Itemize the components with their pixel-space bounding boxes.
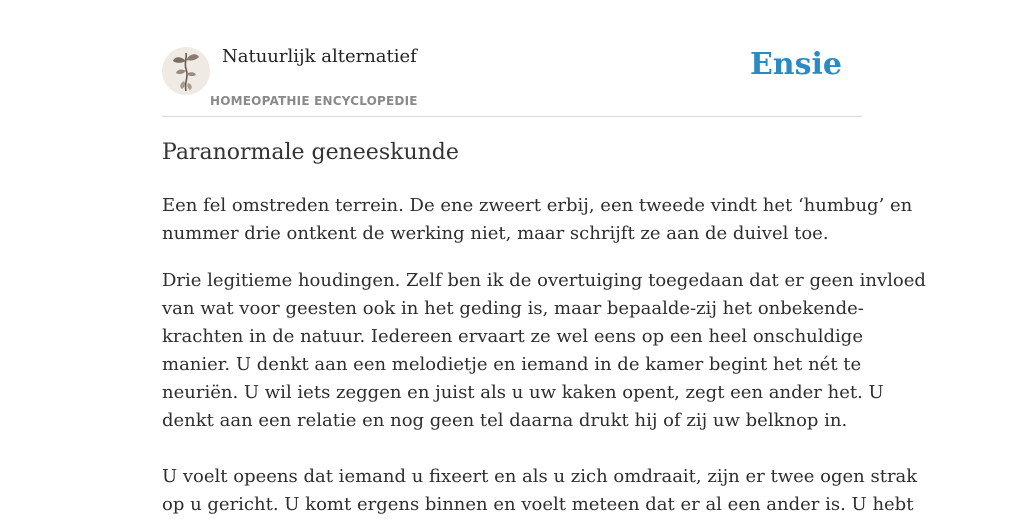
text-line: neuriën. U wil iets zeggen en juist als u uw kaken opent, zegt een ander het. U [162, 382, 884, 403]
text-line: Een fel omstreden terrein. De ene zweert erbij, een tweede vindt het ‘humbug’ en [162, 195, 913, 216]
text-line: krachten in de natuur. Iedereen ervaart ze wel eens op een heel onschuldige [162, 326, 863, 347]
ensie-logo-link[interactable]: Ensie [749, 47, 842, 82]
text-line: manier. U denkt aan een melodietje en iemand in de kamer begint het nét te [162, 354, 862, 375]
site-header [162, 0, 862, 117]
article-body [162, 192, 926, 519]
text-line: Drie legitieme houdingen. Zelf ben ik de overtuiging toegedaan dat er geen invloed [162, 270, 926, 291]
paragraph [162, 463, 918, 519]
page-title: Paranormale geneeskunde [162, 140, 459, 165]
text-line: van wat voor geesten ook in het geding is, maar bepaalde-zij het onbekende- [162, 298, 864, 319]
text-line: nummer drie ontkent de werking niet, maar schrijft ze aan de duivel toe. [162, 223, 829, 244]
paragraph [162, 192, 913, 248]
page-container [162, 0, 926, 515]
paragraph [162, 267, 926, 435]
plant-illustration-icon[interactable] [162, 47, 210, 95]
brand-name[interactable]: Natuurlijk alternatief [222, 46, 417, 67]
text-line: denkt aan een relatie en nog geen tel daarna drukt hij of zij uw belknop in. [162, 410, 848, 431]
text-line: op u gericht. U komt ergens binnen en voelt meteen dat er al een ander is. U hebt [162, 494, 914, 515]
text-line: U voelt opeens dat iemand u fixeert en als u zich omdraait, zijn er twee ogen strak [162, 466, 918, 487]
brand-subtitle: HOMEOPATHIE ENCYCLOPEDIE [210, 94, 418, 108]
